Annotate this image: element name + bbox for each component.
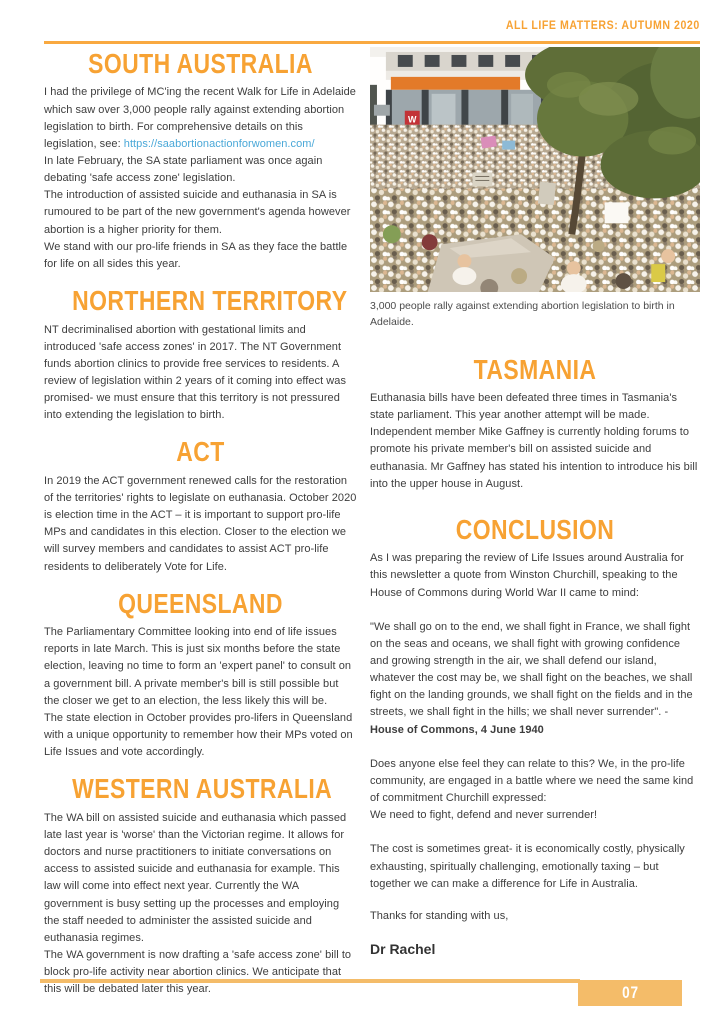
page-body bbox=[44, 47, 700, 999]
conclusion-fight-line: We need to fight, defend and never surrender! bbox=[370, 809, 598, 822]
conclusion-relate: Does anyone else feel they can relate to this? We, in the pro-life community, are engaged in a battle where we need the same kind of commitment Churchill expressed: bbox=[370, 757, 694, 805]
header-rule bbox=[44, 41, 700, 44]
sa-intro-text: I had the privilege of MC'ing the recent Walk for Life in Adelaide which saw over 3,000 people rally against extending abortion legislation to birth. For comprehensive details on this legislation, see: bbox=[44, 86, 356, 150]
svg-text:W: W bbox=[408, 114, 417, 125]
section-heading-western-australia: WESTERN AUSTRALIA bbox=[72, 773, 333, 805]
signature: Dr Rachel bbox=[370, 941, 436, 958]
conclusion-intro: As I was preparing the review of Life Issues around Australia for this newsletter a quote from Winston Churchill, speaking to the House of Commons during World War II came to mind: bbox=[370, 552, 684, 599]
conclusion-thanks: Thanks for standing with us, bbox=[370, 909, 509, 922]
wa-paragraph-1: The WA bill on assisted suicide and euthanasia which passed late last year is 'worse' than the Victorian regime. It allows for doctors and nurse practitioners to initiate conversations on access to assisted suicide and euthanasia for example. This law will come into effect next year. Currently the WA government is busy setting up the processes and employing the staff needed to administer the assisted suicide and euthanasia regimes. bbox=[44, 811, 347, 944]
rally-photo bbox=[370, 47, 700, 292]
section-tasmania bbox=[370, 355, 700, 493]
quote-text: "We shall go on to the end, we shall fight in France, we shall fight on the seas and oceans, we shall fight with growing confidence and growing strength in the air, we shall defend our island, whatever the cost may be, we shall fight on the beaches, we shall fight on the landing grounds, we shall fight on the fields and in the streets, we shall fight in the hills; we shall never surrender". - bbox=[370, 620, 693, 719]
nt-paragraph: NT decriminalised abortion with gestational limits and introduced 'safe access zones' in 2017. The NT Government funds abortion clinics to provide free services to residents. A review of legislation within 2 years of it coming into effect was promised- we must ensure that this territory is not pressured into extending the legislation to birth. bbox=[44, 323, 347, 422]
sa-legislation-link[interactable]: https://saabortionactionforwomen.com/ bbox=[123, 137, 315, 150]
section-act bbox=[44, 437, 357, 575]
sa-paragraph-3: The introduction of assisted suicide and euthanasia in SA is rumoured to be part of the new government's agenda however abortion is a higher priority for them. bbox=[44, 189, 351, 236]
footer-rule bbox=[40, 979, 580, 983]
south-australia-paragraph bbox=[44, 84, 357, 153]
section-heading-conclusion: CONCLUSION bbox=[455, 513, 615, 545]
sa-paragraph-2: In late February, the SA state parliament was once again debating 'safe access zone' legislation. bbox=[44, 155, 323, 185]
act-paragraph: In 2019 the ACT government renewed calls for the restoration of the territories' rights to legislate on euthanasia. October 2020 is election time in the ACT – it is important to support pro-life MPs and candidates in this election. Closer to the election we will survey members and candidates to assist ACT pro-life residents to deliberately Vote for Life. bbox=[44, 474, 357, 573]
section-western-australia bbox=[44, 774, 357, 998]
right-column bbox=[370, 47, 700, 999]
qld-paragraph-2: The state election in October provides pro-lifers in Queensland with a unique opportunity to remember how their MPs voted on Life Issues and vote accordingly. bbox=[44, 711, 353, 759]
left-column bbox=[44, 47, 357, 999]
quote-source: House of Commons, 4 June 1940 bbox=[370, 723, 544, 736]
section-south-australia bbox=[44, 49, 357, 273]
qld-paragraph-1: The Parliamentary Committee looking into end of life issues reports in late March. This is just six months before the state election, leaving no time to form an 'expert panel' to consult on a government bill. A private member's bill is still possible but the closer we get to an election, the less likely this will be. bbox=[44, 626, 352, 707]
conclusion-cost: The cost is sometimes great- it is economically costly, physically exhausting, spiritually challenging, emotionally taxing – but together we can make a difference for Life in Australia. bbox=[370, 843, 685, 890]
page-number: 07 bbox=[621, 983, 639, 1002]
section-heading-south-australia: SOUTH AUSTRALIA bbox=[88, 48, 313, 79]
section-heading-northern-territory: NORTHERN TERRITORY bbox=[72, 285, 348, 317]
churchill-quote bbox=[370, 619, 700, 739]
section-heading-tasmania: TASMANIA bbox=[473, 353, 597, 385]
sa-paragraph-4: We stand with our pro-life friends in SA as they face the battle for life on all sides this year. bbox=[44, 240, 348, 270]
masthead-title: ALL LIFE MATTERS: AUTUMN 2020 bbox=[506, 20, 700, 32]
section-heading-act: ACT bbox=[176, 436, 225, 468]
tasmania-paragraph: Euthanasia bills have been defeated three times in Tasmania's state parliament. This year another attempt will be made. Independent member Mike Gaffney is currently holding forums to promote his private member's bill on assisted suicide and euthanasia. Mr Gaffney has stated his intention to introduce his bill into the upper house in August. bbox=[370, 391, 698, 490]
section-queensland bbox=[44, 589, 357, 762]
page-number-badge bbox=[578, 980, 682, 1006]
section-heading-queensland: QUEENSLAND bbox=[118, 587, 283, 619]
wa-paragraph-2: The WA government is now drafting a 'safe access zone' bill to block pro-life activity near abortion clinics. We anticipate that this will be debated later this year. bbox=[44, 949, 352, 996]
photo-caption: 3,000 people rally against extending abortion legislation to birth in Adelaide. bbox=[370, 300, 675, 328]
section-northern-territory bbox=[44, 286, 357, 424]
section-conclusion bbox=[370, 515, 700, 957]
